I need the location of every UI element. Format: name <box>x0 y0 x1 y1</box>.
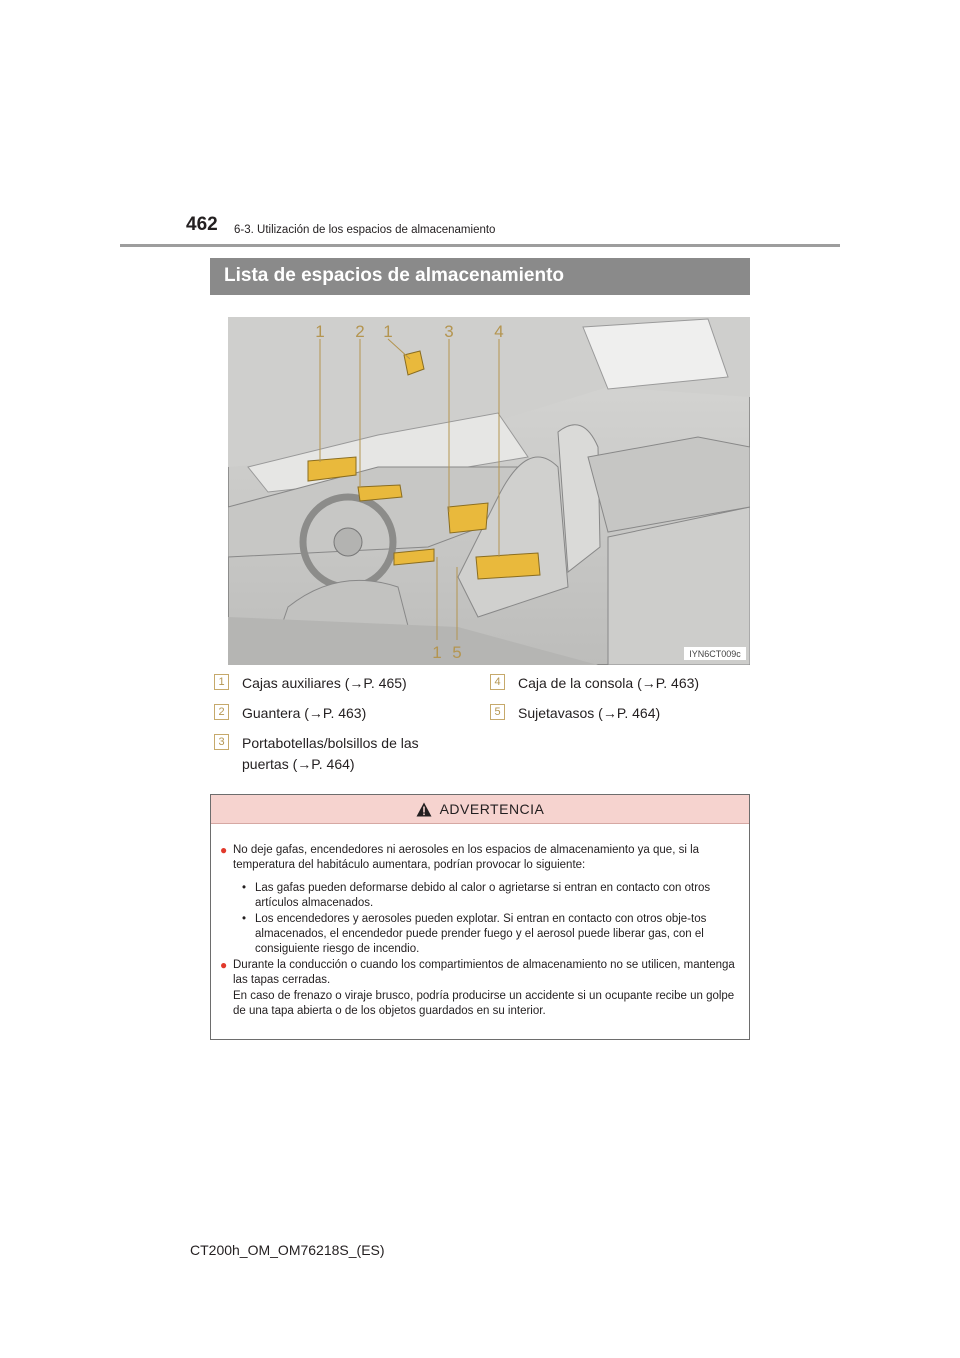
warning-triangle-icon <box>416 802 432 817</box>
interior-illustration <box>228 317 750 665</box>
callout-label: 5 <box>452 643 462 662</box>
legend-number: 4 <box>490 674 505 690</box>
callout-label: 4 <box>494 322 504 341</box>
legend-number: 2 <box>214 704 229 720</box>
warning-text: En caso de frenazo o viraje brusco, podría producirse un accidente si un ocupante recibe un golpe de una tapa abierta o de los objetos guardados en su interior. <box>233 989 735 1018</box>
warning-text: No deje gafas, encendedores ni aerosoles en los espacios de almacenamiento ya que, si la temperatura del habitáculo aumentara, podrían provocar lo siguiente: <box>233 844 700 872</box>
sunroof <box>583 319 728 389</box>
running-head: 6-3. Utilización de los espacios de almacenamiento <box>234 224 496 236</box>
steering-hub <box>334 528 362 556</box>
legend-text: Portabotellas/bolsillos de las <box>242 735 419 751</box>
subbullet-icon: • <box>242 912 247 925</box>
warning-bullet <box>220 843 741 874</box>
storage-door-pocket <box>448 503 488 533</box>
legend-number: 5 <box>490 704 505 720</box>
legend-text: Cajas auxiliares (→P. 465) <box>242 675 407 691</box>
page-number: 462 <box>186 214 218 235</box>
subbullet-icon: • <box>242 881 247 894</box>
legend-text: Sujetavasos (→P. 464) <box>518 705 661 721</box>
legend-number: 1 <box>214 674 229 690</box>
callout-label: 1 <box>383 322 393 341</box>
footer-code: CT200h_OM_OM76218S_(ES) <box>190 1242 385 1258</box>
callout-label: 2 <box>355 322 365 341</box>
warning-text: Los encendedores y aerosoles pueden explotar. Si entran en contacto con otros obje-tos almacenados, el encendedor puede prender fuego y el aerosol puede liberar gas, con el consiguiente riesgo de incendio. <box>255 912 707 956</box>
warning-body <box>211 824 749 1019</box>
callout-label: 1 <box>432 643 442 662</box>
callout-label: 1 <box>315 322 325 341</box>
warning-subbullet <box>220 881 741 912</box>
callout-label: 3 <box>444 322 454 341</box>
warning-bullet <box>220 958 741 1020</box>
warning-header <box>211 795 749 824</box>
warning-text: Durante la conducción o cuando los compartimientos de almacenamiento no se utilicen, mantenga las tapas cerradas. <box>233 958 735 987</box>
warning-title: ADVERTENCIA <box>439 801 545 817</box>
warning-subbullet <box>220 912 741 958</box>
legend-text: Caja de la consola (→P. 463) <box>518 675 700 691</box>
bullet-icon: ● <box>220 843 228 857</box>
legend-text: puertas (→P. 464) <box>242 756 355 772</box>
figure-code: IYN6CT009c <box>689 649 741 659</box>
bullet-icon: ● <box>220 957 228 972</box>
legend-number: 3 <box>214 734 229 750</box>
warning-box <box>210 794 750 1040</box>
storage-console-box <box>476 553 540 579</box>
warning-text: Las gafas pueden deformarse debido al calor o agrietarse si entran en contacto con otros artículos almacenados. <box>255 881 711 910</box>
header-rule <box>120 244 840 247</box>
section-title: Lista de espacios de almacenamiento <box>210 258 750 295</box>
legend-text: Guantera (→P. 463) <box>242 705 367 721</box>
